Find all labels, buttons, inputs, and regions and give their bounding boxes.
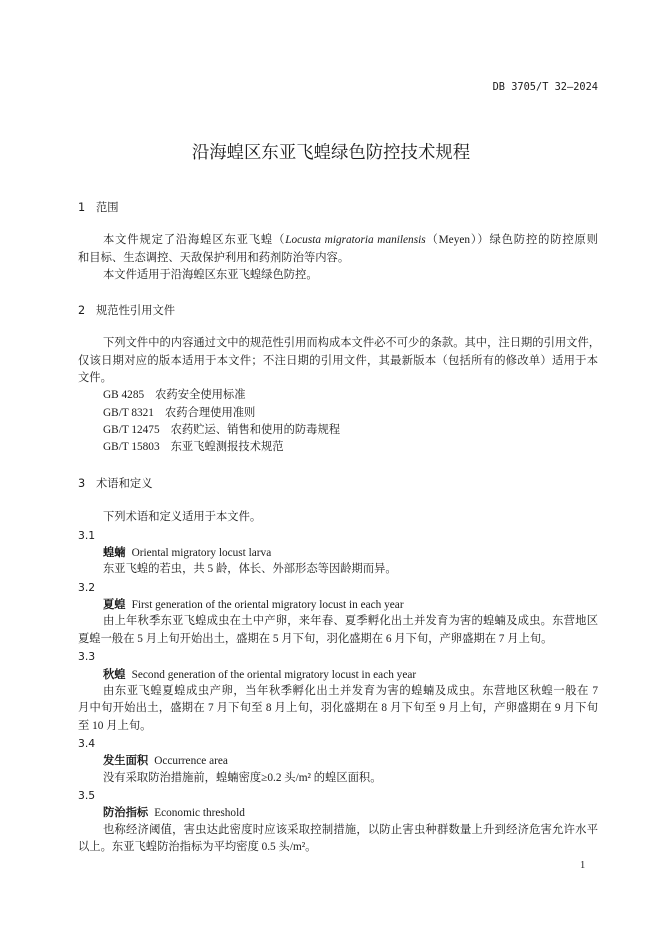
section-heading bbox=[78, 302, 598, 319]
term-entry bbox=[78, 596, 598, 613]
clause-number: 3.4 bbox=[78, 736, 96, 750]
term-zh: 秋蝗 bbox=[103, 667, 126, 681]
reference-item bbox=[78, 422, 598, 439]
reference-item bbox=[78, 405, 598, 422]
clause-number: 3.2 bbox=[78, 580, 96, 594]
term-definition-line: 没有采取防治措施前，蝗蝻密度≥0.2 头/m² 的蝗区面积。 bbox=[103, 771, 382, 784]
term-zh: 防治指标 bbox=[103, 806, 149, 820]
section-number: 1 bbox=[78, 201, 86, 215]
term-en: Economic threshold bbox=[154, 807, 245, 820]
section-title: 规范性引用文件 bbox=[96, 304, 176, 318]
clause-number: 3.3 bbox=[78, 650, 96, 664]
paragraph-line bbox=[78, 232, 598, 249]
term-definition-line: 由上年秋季东亚飞蝗成虫在土中产卵，来年春、夏季孵化出土并发育为害的蝗蝻及成虫。东营地区 bbox=[103, 615, 598, 628]
term-entry bbox=[78, 544, 598, 561]
paragraph-line: 本文件适用于沿海蝗区东亚飞蝗绿色防控。 bbox=[103, 269, 318, 281]
term-definition-line: 由东亚飞蝗夏蝗成虫产卵，当年秋季孵化出土并发育为害的蝗蝻及成虫。东营地区秋蝗一般在 7 bbox=[103, 684, 598, 697]
term-definition-line: 夏蝗一般在 5 月上旬开始出土，盛期在 5 月下旬，羽化盛期在 6 月下旬，产卵盛期在 7 月上旬。 bbox=[78, 632, 553, 645]
reference-item bbox=[78, 387, 598, 404]
section-title: 术语和定义 bbox=[96, 477, 153, 491]
term-definition-line: 东亚飞蝗的若虫，共 5 龄，体长、外部形态等因龄期而异。 bbox=[103, 563, 397, 576]
term-en: First generation of the oriental migratory locust in each year bbox=[131, 599, 404, 612]
section-number: 2 bbox=[78, 304, 86, 318]
term-zh: 发生面积 bbox=[103, 754, 149, 768]
section-title: 范围 bbox=[96, 201, 119, 215]
paragraph-line: 下列文件中的内容通过文中的规范性引用而构成本文件必不可少的条款。其中，注日期的引用文件， bbox=[103, 337, 601, 350]
reference-title: 农药贮运、销售和使用的防毒规程 bbox=[170, 424, 341, 437]
term-entry bbox=[78, 804, 598, 821]
paragraph-text: （Meyen））绿色防控的防控原则 bbox=[425, 234, 598, 247]
paragraph-line: 下列术语和定义适用于本文件。 bbox=[103, 511, 262, 524]
section-normative-references bbox=[78, 302, 601, 457]
reference-code: GB/T 15803 bbox=[103, 441, 160, 454]
term-en: Second generation of the oriental migratory locust in each year bbox=[131, 668, 417, 681]
document-title: 沿海蝗区东亚飞蝗绿色防控技术规程 bbox=[191, 143, 471, 163]
reference-code: GB/T 12475 bbox=[103, 424, 160, 437]
paragraph-text: 本文件规定了沿海蝗区东亚飞蝗（ bbox=[103, 234, 286, 247]
section-number: 3 bbox=[78, 477, 86, 491]
section-heading bbox=[78, 475, 598, 492]
term-definition-line: 也称经济阈值，害虫达此密度时应该采取控制措施，以防止害虫种群数量上升到经济危害允许水平 bbox=[103, 823, 598, 836]
page-number: 1 bbox=[580, 860, 586, 871]
reference-title: 农药安全使用标准 bbox=[155, 389, 246, 402]
section-scope bbox=[78, 199, 598, 284]
term-entry bbox=[78, 752, 598, 769]
term-zh: 蝗蝻 bbox=[103, 546, 126, 559]
term-definition-line: 以上。东亚飞蝗防治指标为平均密度 0.5 头/m²。 bbox=[78, 841, 317, 854]
section-heading bbox=[78, 199, 598, 216]
paragraph-line: 仅该日期对应的版本适用于本文件；不注日期的引用文件，其最新版本（包括所有的修改单）适用于本 bbox=[78, 354, 598, 367]
term-definition-line: 月中旬开始出土，盛期在 7 月下旬至 8 月上旬，羽化盛期在 8 月下旬至 9 月上旬，产卵盛期在 9 月下旬 bbox=[78, 702, 598, 715]
term-en: Oriental migratory locust larva bbox=[131, 547, 272, 559]
term-en: Occurrence area bbox=[154, 755, 228, 768]
term-entry bbox=[78, 666, 598, 683]
clause-number: 3.5 bbox=[78, 789, 96, 803]
reference-title: 东亚飞蝗测报技术规范 bbox=[170, 441, 284, 454]
term-definition-line: 至 10 月上旬。 bbox=[78, 719, 152, 732]
reference-code: GB 4285 bbox=[103, 389, 145, 402]
paragraph-line: 和目标、生态调控、天敌保护利用和药剂防治等内容。 bbox=[78, 251, 350, 264]
term-zh: 夏蝗 bbox=[103, 598, 126, 612]
section-terms-definitions bbox=[78, 475, 598, 856]
reference-code: GB/T 8321 bbox=[103, 406, 154, 419]
reference-title: 农药合理使用准则 bbox=[164, 406, 256, 419]
reference-item bbox=[78, 439, 598, 456]
clause-number: 3.1 bbox=[78, 528, 96, 542]
paragraph-line: 文件。 bbox=[78, 372, 112, 384]
scientific-name: Locusta migratoria manilensis bbox=[285, 234, 426, 247]
document-number: DB 3705/T 32—2024 bbox=[492, 81, 598, 93]
